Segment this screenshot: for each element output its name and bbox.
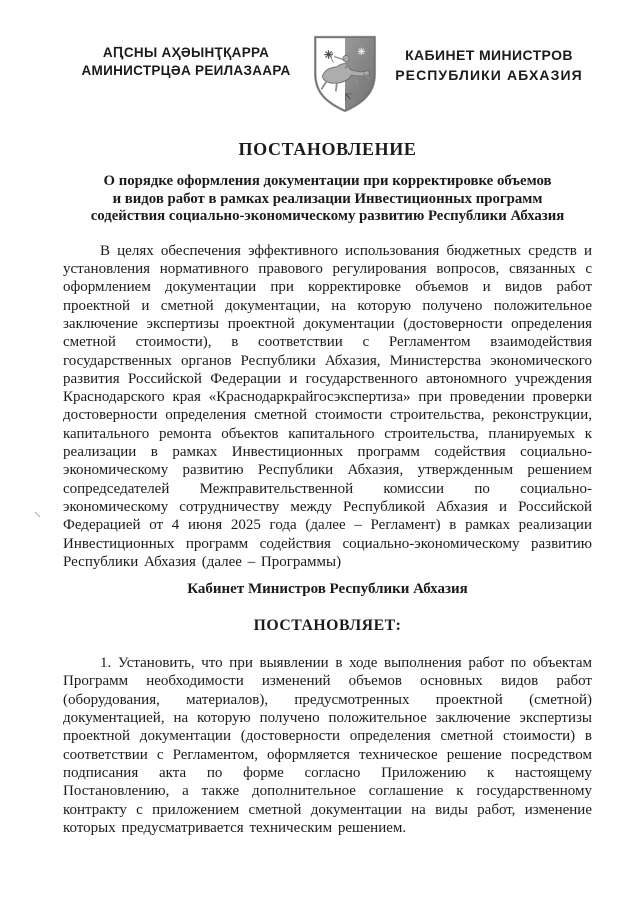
document-type-title: ПОСТАНОВЛЕНИЕ	[238, 139, 417, 159]
document-subject-line3: содействия социально-экономическому развитию Республики Абхазия	[90, 208, 565, 225]
document-subject	[63, 173, 592, 226]
letterhead	[0, 0, 640, 130]
scan-artifact	[35, 512, 41, 517]
resolution-item-1: 1. Установить, что при выявлении в ходе выполнения работ по объектам Программ необходимости изменений объемов основных видов работ (оборудования, материалов), предусмотренных проектной (сметной) документацией, на которую получено положительное заключение экспертизы проектной документации (достоверности определения сметной стоимости) в соответствии с Регламентом, оформляется техническое решение посредством подписания акта по форме согласно Приложению к настоящему Постановлению, а также дополнительное соглашение к государственному контракту с приложением сметной документации на виды работ, изменение которых предусматривается техническим решением.	[63, 655, 592, 836]
resolves-heading: ПОСТАНОВЛЯЕТ:	[253, 617, 402, 635]
preamble-paragraph: В целях обеспечения эффективного использования бюджетных средств и установления нормативного правового регулирования вопросов, связанных с оформлением документации при корректировке объемов и видов работ проектной и сметной документации, на которую получено положительное заключение экспертизы проектной документации (достоверности определения сметной стоимости), в соответствии с Регламентом взаимодействия государственных органов Республики Абхазия, Министерства экономического развития Российской Федерации и государственного автономного учреждения Краснодарского края «Краснодаркрайгосэкспертиза» при проведении проверки достоверности определения сметной стоимости строительства, реконструкции, капитального ремонта объектов капитального строительства, планируемых к реализации в рамках Инвестиционных программ содействия социально-экономическому развитию Республики Абхазия, утвержденным решением сопредседателей Межправительственной комиссии по социально-экономическому сотрудничеству между Республикой Абхазия и Российской Федерацией от 4 июня 2025 года (далее – Регламент) в рамках реализации Инвестиционных программ содействия социально-экономическому развитию Республики Абхазия (далее – Программы)	[63, 242, 592, 570]
document-body	[63, 139, 592, 837]
authority-line: Кабинет Министров Республики Абхазия	[187, 581, 468, 598]
org-name-russian-line2: РЕСПУБЛИКИ АБХАЗИЯ	[395, 66, 583, 83]
org-name-abkhaz-line1: АԤСНЫ АҲӘЫНҬҚАРРА	[102, 45, 270, 60]
org-name-abkhaz	[66, 44, 306, 79]
coat-of-arms-abkhazia-icon	[310, 33, 380, 115]
document-subject-line2: и видов работ в рамках реализации Инвестиционных программ	[112, 190, 543, 207]
org-name-russian	[388, 46, 590, 85]
document-subject-line1: О порядке оформления документации при корректировке объемов	[103, 173, 552, 189]
org-name-russian-line1: КАБИНЕТ МИНИСТРОВ	[405, 47, 573, 63]
org-name-abkhaz-line2: АМИНИСТРЦӘА РЕИЛАЗААРА	[81, 62, 291, 78]
